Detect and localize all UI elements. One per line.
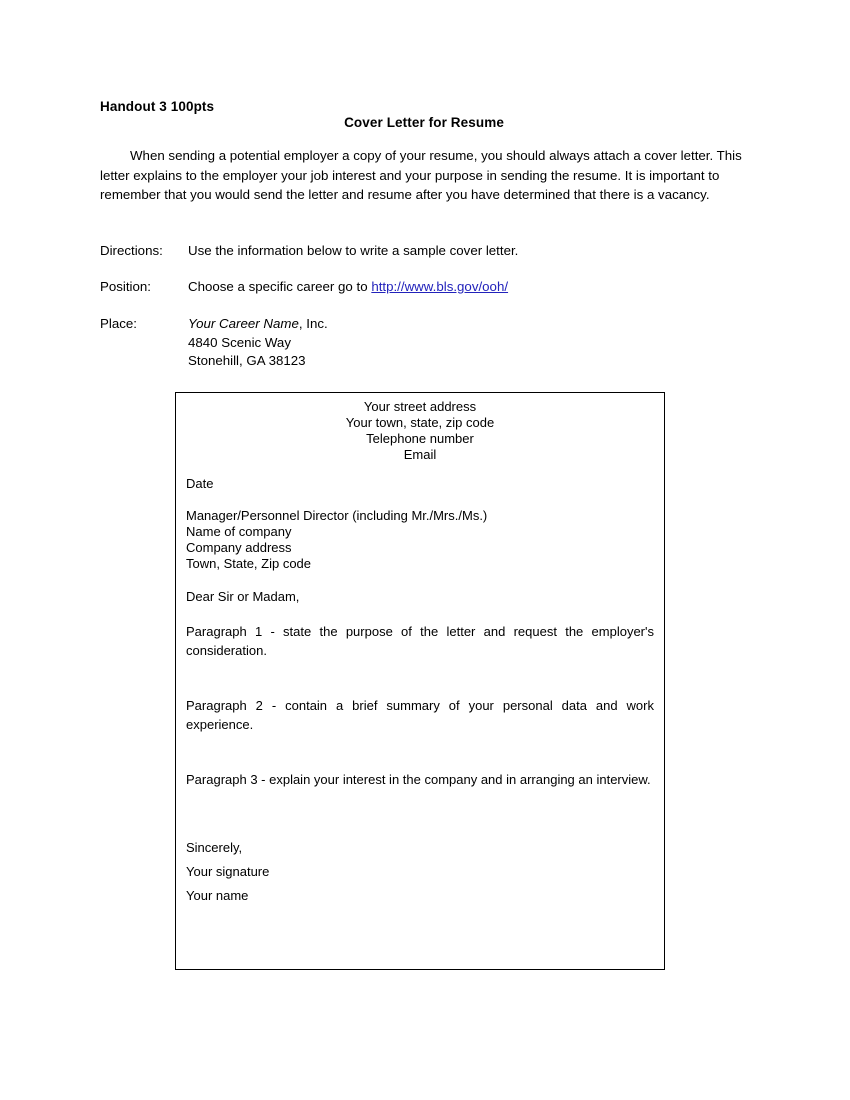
closing-name: Your name — [186, 888, 249, 903]
recipient-company-name: Name of company — [186, 523, 292, 539]
letter-template-content — [186, 393, 654, 969]
body-paragraph-1: Paragraph 1 - state the purpose of the letter and request the employer's consideration. — [186, 624, 654, 658]
ooh-link[interactable]: http://www.bls.gov/ooh/ — [371, 279, 509, 294]
sender-email: Email — [403, 446, 437, 462]
recipient-director: Manager/Personnel Director (including Mr./Mrs./Ms.) — [186, 508, 488, 523]
place-street: 4840 Scenic Way — [188, 334, 291, 350]
sender-town: Your town, state, zip code — [345, 414, 495, 430]
directions-row — [100, 242, 518, 261]
place-company-line — [188, 315, 328, 334]
position-value-text: Choose a specific career go to — [188, 279, 372, 294]
recipient-town-state-zip: Town, State, Zip code — [186, 555, 312, 571]
date-line: Date — [186, 476, 214, 491]
closing-block — [186, 836, 654, 908]
place-company-suffix: , Inc. — [298, 316, 328, 331]
page-title: Cover Letter for Resume — [344, 115, 504, 130]
salutation-line: Dear Sir or Madam, — [186, 589, 300, 604]
letter-template-box — [175, 392, 665, 970]
sender-telephone: Telephone number — [366, 430, 474, 446]
sender-street: Your street address — [363, 399, 477, 414]
place-company-italic: Your Career Name — [188, 316, 299, 331]
handout-label: Handout 3 100pts — [100, 99, 215, 114]
sender-address-block — [186, 399, 654, 463]
position-row — [100, 278, 508, 297]
directions-value: Use the information below to write a sample cover letter. — [188, 243, 519, 258]
body-paragraph-2: Paragraph 2 - contain a brief summary of your personal data and work experience. — [186, 698, 654, 732]
closing-signature: Your signature — [186, 864, 270, 879]
directions-label: Directions: — [100, 243, 163, 258]
position-label: Position: — [100, 279, 151, 294]
place-row — [100, 315, 328, 371]
place-value — [188, 315, 328, 371]
position-value — [188, 278, 508, 297]
body-paragraph-3: Paragraph 3 - explain your interest in the company and in arranging an interview. — [186, 772, 651, 787]
place-city-state-zip: Stonehill, GA 38123 — [188, 353, 306, 369]
recipient-company-address: Company address — [186, 539, 292, 555]
intro-paragraph: When sending a potential employer a copy of your resume, you should always attach a cover letter. This letter explains to the employer your job interest and your purpose in sending the resume. It is important to remember that you would send the letter and resume after you have determined that there is a vacancy. — [100, 148, 742, 203]
recipient-address-block — [186, 508, 654, 572]
place-label: Place: — [100, 316, 137, 331]
closing-sincerely: Sincerely, — [186, 840, 243, 855]
